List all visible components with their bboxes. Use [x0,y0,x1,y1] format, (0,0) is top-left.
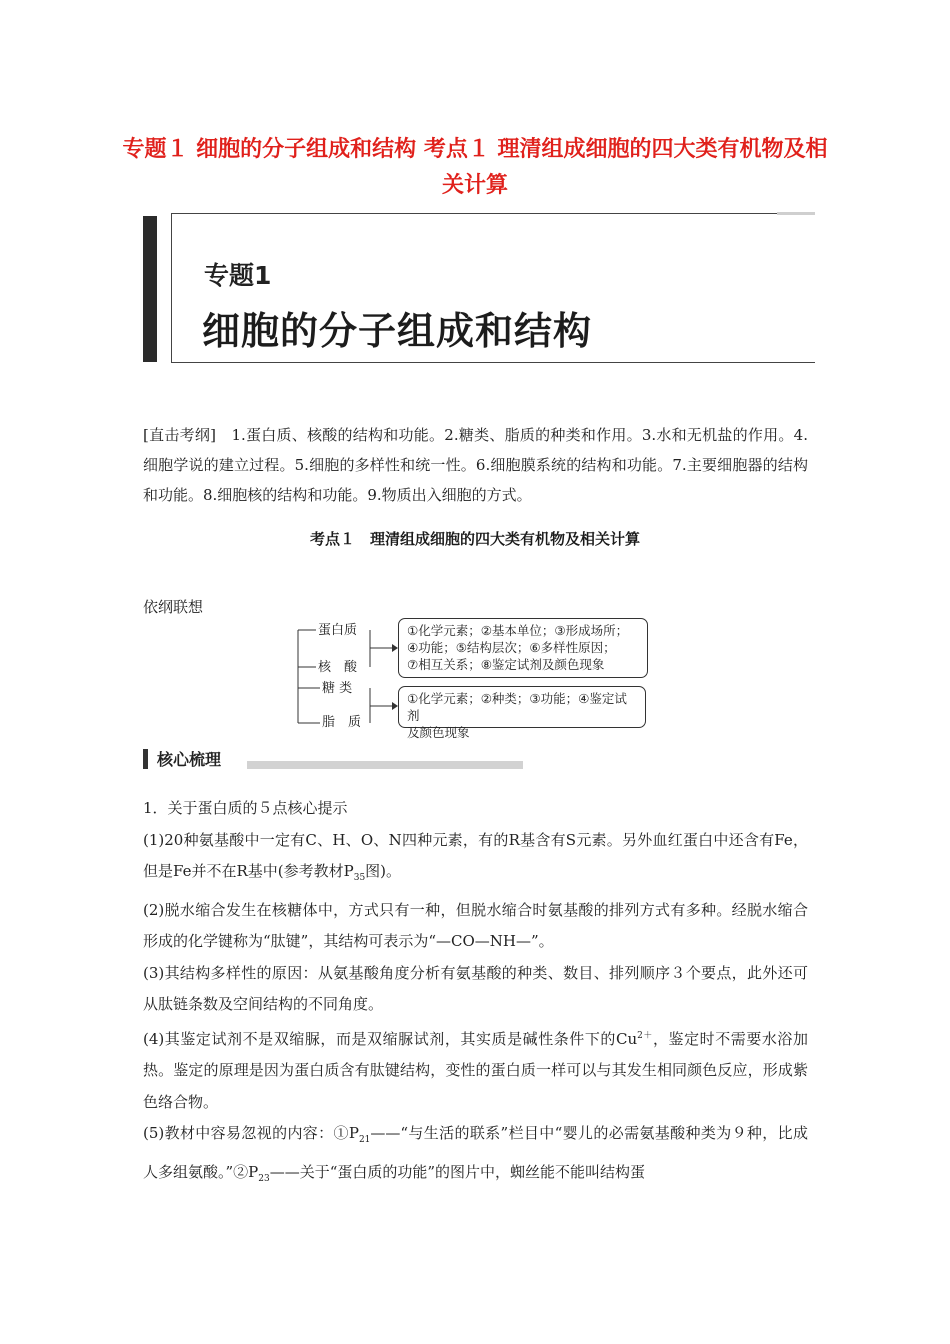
concept-diagram [280,618,660,738]
banner-accent-bar [143,216,157,362]
banner-corner-mark [777,212,815,215]
paragraph-2: (2)脱水缩合发生在核糖体中，方式只有一种，但脱水缩合时氨基酸的排列方式有多种。经脱水缩合形成的化学键称为“肽键”，其结构可表示为“—CO—NH—”。 [143,900,808,950]
box1-line3: ⑦相互关系；⑧鉴定试剂及颜色现象 [407,657,605,672]
document-title: 专题１ 细胞的分子组成和结构 考点１ 理清组成细胞的四大类有机物及相关计算 [122,137,828,198]
paragraph-5: (5)教材中容易忽视的内容：$①P_{21}——“$与生活的联系”栏目中“婴儿的必需氨基酸种类为９种，比成人多组氨酸。$”②P_{23}——$关于“蛋白质的功能”的图片中，蜘丝能不能叫结构蛋 [143,1124,808,1184]
core-review-title: 核心梳理 [157,750,222,769]
banner-subtitle: 专题1 [204,261,272,290]
core-accent-bar [143,749,148,769]
core-header-rule [247,761,523,769]
box2-line1: ①化学元素；②种类；③功能；④鉴定试剂 [407,691,627,723]
diagram-box-protein-nucleic [398,618,648,678]
paragraph-1: (1)20种氨基酸中一定有C、H、O、N四种元素，有的R基含有S元素。另外血红蛋白中还含有Fe，但是Fe并不在R基中(参考教材$P_{35}$图)。 [143,830,808,883]
banner-title: 细胞的分子组成和结构 [202,309,593,353]
diagram-label-sugar: 糖 类 [322,681,353,696]
box1-line1: ①化学元素；②基本单位；③形成场所； [407,623,629,638]
core-review-header [143,746,528,772]
topic-banner [171,213,815,363]
paragraph-3: (3)其结构多样性的原因：从氨基酸角度分析有氨基酸的种类、数目、排列顺序３个要点，此外还可从肽链条数及空间结构的不同角度。 [143,963,808,1013]
diagram-box-sugar-lipid [398,686,646,740]
diagram-label-protein: 蛋白质 [318,623,358,638]
exam-outline: [直击考纲] 1.蛋白质、核酸的结构和功能。2.糖类、脂质的种类和作用。3.水和无机盐的作用。4.细胞学说的建立过程。5.细胞的多样性和统一性。6.细胞膜系统的结构和功能。7.主要细胞器的结构和功能。8.细胞核的结构和功能。9.物质出入细胞的方式。 [143,426,808,504]
point-heading: 1．关于蛋白质的５点核心提示 [143,799,348,817]
section-label: 依纲联想 [143,598,204,616]
diagram-label-nucleic-acid: 核 酸 [318,660,358,675]
box1-line2: ④功能；⑤结构层次；⑥多样性原因； [407,640,616,655]
paragraph-4: (4)其鉴定试剂不是双缩脲，而是双缩脲试剂，其实质是碱性条件下的$Cu^{2+}$，鉴定时不需要水浴加热。鉴定的原理是因为蛋白质含有肽键结构，变性的蛋白质一样可以与其发生相同颜色反应，形成紫色络合物。 [143,1029,808,1111]
body-content [143,793,808,1195]
section-heading: 考点１ 理清组成细胞的四大类有机物及相关计算 [309,530,640,548]
box2-line2: 及颜色现象 [407,725,470,740]
diagram-label-lipid: 脂 质 [322,715,362,730]
